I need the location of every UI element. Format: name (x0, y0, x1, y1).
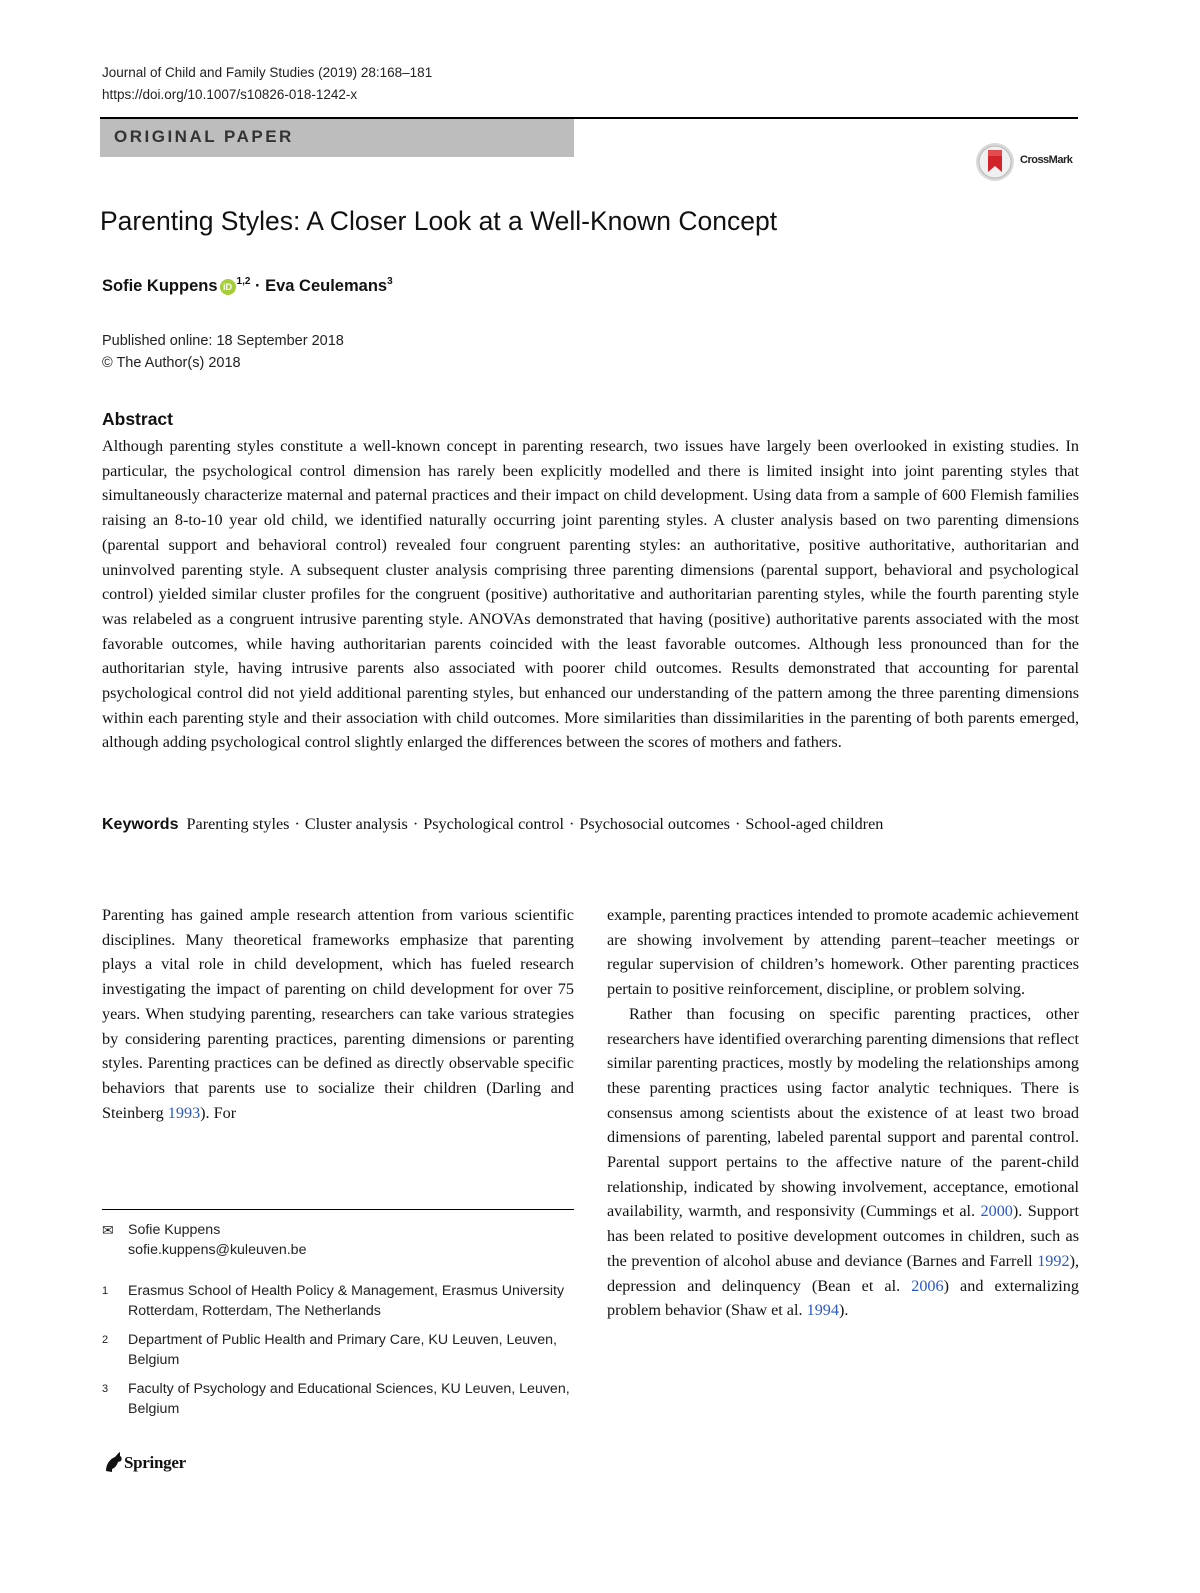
keyword: Psychosocial outcomes (579, 815, 730, 833)
keywords-label: Keywords (102, 816, 179, 833)
affiliation-mark: 1 (102, 1285, 109, 1297)
body-text: ). For (200, 1103, 237, 1122)
author-affiliation-2: 3 (387, 276, 393, 287)
keyword-separator: · (412, 815, 419, 833)
contact-email[interactable]: sofie.kuppens@kuleuven.be (128, 1242, 307, 1258)
footnote-rule (102, 1209, 574, 1210)
crossmark-badge[interactable] (974, 142, 1084, 182)
body-text: Rather than focusing on specific parenting practices, other researchers have identified overarching parenting dimensions that reflect similar parenting practices, mostly by modeling the relationships among these parenting practices using factor analytic techniques. There is consensus among scientists about the existence of at least two broad dimensions of parenting, labeled parental support and parental control. Parental support pertains to the affective nature of the parent-child relationship, indicated by showing involvement, acceptance, emotional availability, warmth, and responsivity (Cummings et al. (607, 1004, 1079, 1221)
citation-link[interactable]: 2006 (911, 1276, 944, 1295)
keyword: School-aged children (745, 815, 884, 833)
body-text: ). Support has been related to positive development outcomes in children, such as the prevention of alcohol abuse and deviance (Barnes and Farrell (607, 1202, 1079, 1270)
citation-link[interactable]: 1994 (806, 1301, 839, 1320)
citation-link[interactable]: 1993 (167, 1103, 201, 1122)
keyword: Cluster analysis (304, 815, 408, 833)
affiliation-text: Faculty of Psychology and Educational Sciences, KU Leuven, Leuven, Belgium (128, 1381, 570, 1417)
author-list (102, 276, 393, 296)
body-paragraph (607, 1002, 1079, 1323)
article-title: Parenting Styles: A Closer Look at a Well-Known Concept (100, 206, 778, 236)
body-text: Parenting has gained ample research attention from various scientific disciplines. Many theoretical frameworks emphasize that parenting plays a vital role in child development, which has fueled research investigating the impact of parenting on child development for over 75 years. When studying parenting, researchers can take various strategies by considering parenting practices, parenting dimensions or parenting styles. Parenting practices can be defined as directly observable specific behaviors that parents use to socialize their children (Darling and Steinberg (102, 906, 574, 1122)
published-date: Published online: 18 September 2018 (102, 333, 344, 349)
envelope-icon: ✉ (102, 1222, 114, 1238)
body-text: ), depression and delinquency (Bean et al. (607, 1251, 1079, 1295)
keywords (102, 815, 1079, 834)
body-text: ). (838, 1301, 849, 1320)
author-name-2[interactable]: Eva Ceulemans (265, 277, 388, 295)
springer-horse-icon (102, 1449, 124, 1475)
author-separator: · (255, 277, 261, 295)
keyword-separator: · (568, 815, 575, 833)
corresponding-author (102, 1220, 574, 1260)
citation-link[interactable]: 2000 (980, 1202, 1013, 1221)
springer-logo (102, 1449, 186, 1479)
paper-type-label: ORIGINAL PAPER (114, 127, 294, 146)
body-left-column (102, 903, 574, 1125)
affiliation-1 (102, 1281, 574, 1321)
crossmark-icon (974, 142, 1018, 182)
doi-link[interactable]: https://doi.org/10.1007/s10826-018-1242-x (102, 87, 358, 102)
citation-link[interactable]: 1992 (1037, 1251, 1070, 1270)
copyright: © The Author(s) 2018 (102, 355, 241, 371)
contact-name: Sofie Kuppens (128, 1222, 221, 1238)
paper-type-banner (100, 119, 574, 157)
body-paragraph: example, parenting practices intended to promote academic achievement are showing involvement by attending parent–teacher meetings or regular supervision of children’s homework. Other parenting practices pertain to positive reinforcement, discipline, or problem solving. (607, 906, 1079, 999)
author-affiliation-1: 1,2 (236, 276, 251, 287)
body-right-column (607, 903, 1079, 1323)
body-paragraph (102, 903, 574, 1125)
journal-citation: Journal of Child and Family Studies (2019) 28:168–181 (102, 65, 433, 80)
keyword: Parenting styles (186, 815, 290, 833)
affiliation-mark: 3 (102, 1383, 109, 1395)
author-name-1[interactable]: Sofie Kuppens (102, 277, 218, 295)
body-text: ) and externalizing problem behavior (Shaw et al. (607, 1276, 1079, 1320)
affiliation-text: Erasmus School of Health Policy & Management, Erasmus University Rotterdam, Rotterdam, The Netherlands (128, 1283, 565, 1319)
publisher-name: Springer (124, 1453, 186, 1472)
affiliation-text: Department of Public Health and Primary Care, KU Leuven, Leuven, Belgium (128, 1332, 557, 1368)
affiliation-mark: 2 (102, 1334, 109, 1346)
abstract-text: Although parenting styles constitute a well-known concept in parenting research, two issues have largely been overlooked in existing studies. In particular, the psychological control dimension has rarely been explicitly modelled and there is limited insight into joint parenting styles that simultaneously characterize maternal and paternal practices and their impact on child development. Using data from a sample of 600 Flemish families raising an 8-to-10 year old child, we identified naturally occurring joint parenting styles. A cluster analysis based on two parenting dimensions (parental support and behavioral control) revealed four congruent parenting styles: an authoritative, positive authoritative, authoritarian and uninvolved parenting style. A subsequent cluster analysis comprising three parenting dimensions (parental support, behavioral and psychological control) yielded similar cluster profiles for the congruent (positive) authoritative and authoritarian parenting styles, while the fourth parenting style was relabeled as a congruent intrusive parenting style. ANOVAs demonstrated that having (positive) authoritative parents associated with the most favorable outcomes, while having authoritarian parents coincided with the least favorable outcomes. Although less pronounced than for the authoritarian style, having intrusive parents also associated with poorer child outcomes. Results demonstrated that accounting for parental psychological control did not yield additional parenting styles, but enhanced our understanding of the pattern among the three parenting dimensions within each parenting style and their association with child outcomes. More similarities than dissimilarities in the parenting of both parents emerged, although adding psychological control slightly enlarged the differences between the scores of mothers and fathers. (102, 437, 1079, 752)
crossmark-label: CrossMark (1020, 154, 1073, 166)
keyword-separator: · (294, 815, 300, 833)
orcid-icon[interactable]: iD (220, 279, 236, 295)
affiliation-3 (102, 1379, 574, 1419)
affiliation-2 (102, 1330, 574, 1370)
abstract-heading: Abstract (102, 409, 173, 429)
keyword-separator: · (734, 815, 741, 833)
keyword: Psychological control (423, 815, 564, 833)
